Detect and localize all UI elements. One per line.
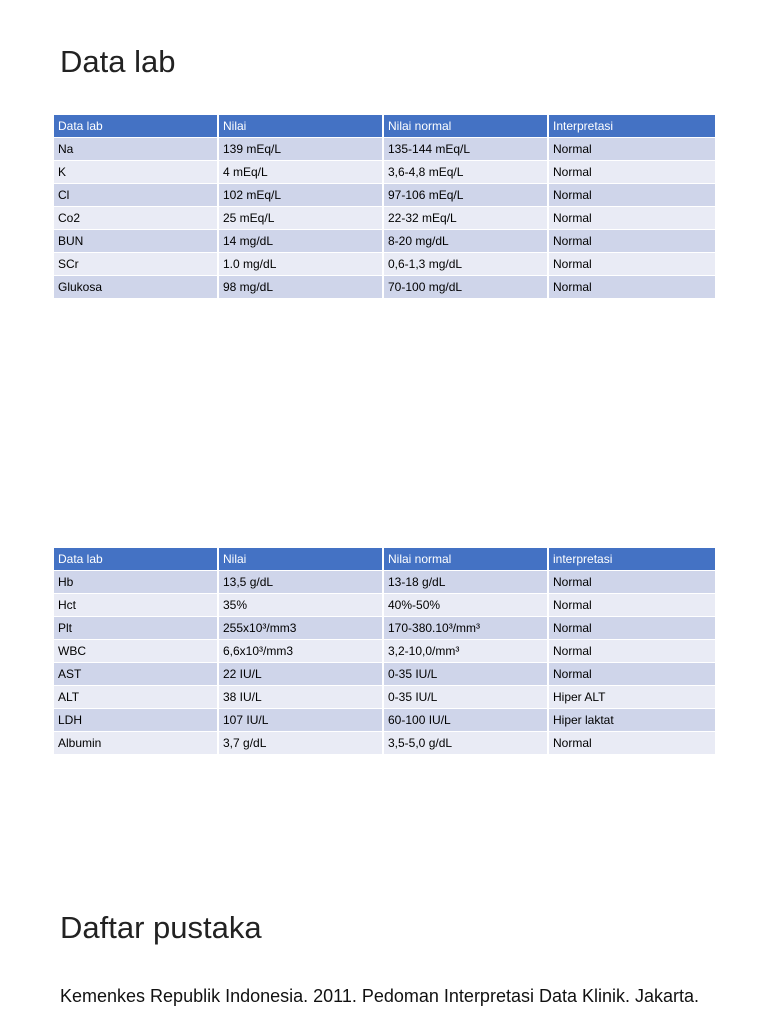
table-row	[54, 663, 715, 686]
table-cell: 22 IU/L	[219, 663, 384, 686]
table-cell: 38 IU/L	[219, 686, 384, 709]
table-cell: Hct	[54, 594, 219, 617]
column-header: Nilai	[219, 548, 384, 571]
table-row	[54, 207, 715, 230]
table-row	[54, 594, 715, 617]
table-cell: 102 mEq/L	[219, 184, 384, 207]
table-cell: Normal	[549, 276, 715, 299]
table-header-row	[54, 548, 715, 571]
table-cell: Albumin	[54, 732, 219, 755]
table-row	[54, 571, 715, 594]
table-cell: 8-20 mg/dL	[384, 230, 549, 253]
table-row	[54, 276, 715, 299]
table-cell: Normal	[549, 571, 715, 594]
column-header: interpretasi	[549, 548, 715, 571]
table-cell: 3,2-10,0/mm³	[384, 640, 549, 663]
column-header: Interpretasi	[549, 115, 715, 138]
table-row	[54, 253, 715, 276]
table-cell: 25 mEq/L	[219, 207, 384, 230]
table-cell: 0-35 IU/L	[384, 663, 549, 686]
table-cell: Hb	[54, 571, 219, 594]
table-cell: 98 mg/dL	[219, 276, 384, 299]
table-cell: Normal	[549, 640, 715, 663]
table-row	[54, 161, 715, 184]
column-header: Data lab	[54, 115, 219, 138]
table-row	[54, 709, 715, 732]
table-cell: Hiper ALT	[549, 686, 715, 709]
table-cell: 60-100 IU/L	[384, 709, 549, 732]
table-cell: LDH	[54, 709, 219, 732]
section-title-references: Daftar pustaka	[60, 910, 262, 945]
table-row	[54, 230, 715, 253]
table-cell: Normal	[549, 184, 715, 207]
column-header: Nilai normal	[384, 115, 549, 138]
table-row	[54, 732, 715, 755]
table-cell: 3,6-4,8 mEq/L	[384, 161, 549, 184]
table-row	[54, 184, 715, 207]
table-cell: 0-35 IU/L	[384, 686, 549, 709]
table-cell: 40%-50%	[384, 594, 549, 617]
table-cell: 139 mEq/L	[219, 138, 384, 161]
table-cell: 170-380.10³/mm³	[384, 617, 549, 640]
table-cell: Normal	[549, 138, 715, 161]
table-cell: Normal	[549, 732, 715, 755]
table-cell: Normal	[549, 253, 715, 276]
table-cell: Normal	[549, 617, 715, 640]
table-header-row	[54, 115, 715, 138]
table-cell: ALT	[54, 686, 219, 709]
table-cell: AST	[54, 663, 219, 686]
table-cell: Plt	[54, 617, 219, 640]
table-cell: 22-32 mEq/L	[384, 207, 549, 230]
table-cell: K	[54, 161, 219, 184]
table-cell: 6,6x10³/mm3	[219, 640, 384, 663]
table-cell: 255x10³/mm3	[219, 617, 384, 640]
table-cell: 70-100 mg/dL	[384, 276, 549, 299]
table-cell: Normal	[549, 161, 715, 184]
table-cell: 1.0 mg/dL	[219, 253, 384, 276]
table-row	[54, 686, 715, 709]
table-cell: 107 IU/L	[219, 709, 384, 732]
column-header: Nilai	[219, 115, 384, 138]
table-cell: Cl	[54, 184, 219, 207]
column-header: Data lab	[54, 548, 219, 571]
table-cell: Normal	[549, 207, 715, 230]
table-cell: Normal	[549, 594, 715, 617]
table-row	[54, 617, 715, 640]
table-cell: Co2	[54, 207, 219, 230]
section-title-data-lab: Data lab	[60, 44, 176, 79]
table-cell: Normal	[549, 230, 715, 253]
table-cell: 4 mEq/L	[219, 161, 384, 184]
table-cell: Glukosa	[54, 276, 219, 299]
table-cell: 3,7 g/dL	[219, 732, 384, 755]
table-cell: Hiper laktat	[549, 709, 715, 732]
table-row	[54, 640, 715, 663]
table-cell: 35%	[219, 594, 384, 617]
table-cell: 3,5-5,0 g/dL	[384, 732, 549, 755]
table-cell: 135-144 mEq/L	[384, 138, 549, 161]
lab-table-electrolytes	[54, 115, 715, 299]
table-cell: 13,5 g/dL	[219, 571, 384, 594]
table-cell: BUN	[54, 230, 219, 253]
table-cell: 14 mg/dL	[219, 230, 384, 253]
table-cell: 97-106 mEq/L	[384, 184, 549, 207]
table-cell: Na	[54, 138, 219, 161]
table-row	[54, 138, 715, 161]
reference-entry: Kemenkes Republik Indonesia. 2011. Pedoman Interpretasi Data Klinik. Jakarta.	[60, 986, 700, 1006]
column-header: Nilai normal	[384, 548, 549, 571]
table-cell: WBC	[54, 640, 219, 663]
table-cell: Normal	[549, 663, 715, 686]
table-cell: 13-18 g/dL	[384, 571, 549, 594]
lab-table-hematology	[54, 548, 715, 755]
table-cell: SCr	[54, 253, 219, 276]
table-cell: 0,6-1,3 mg/dL	[384, 253, 549, 276]
